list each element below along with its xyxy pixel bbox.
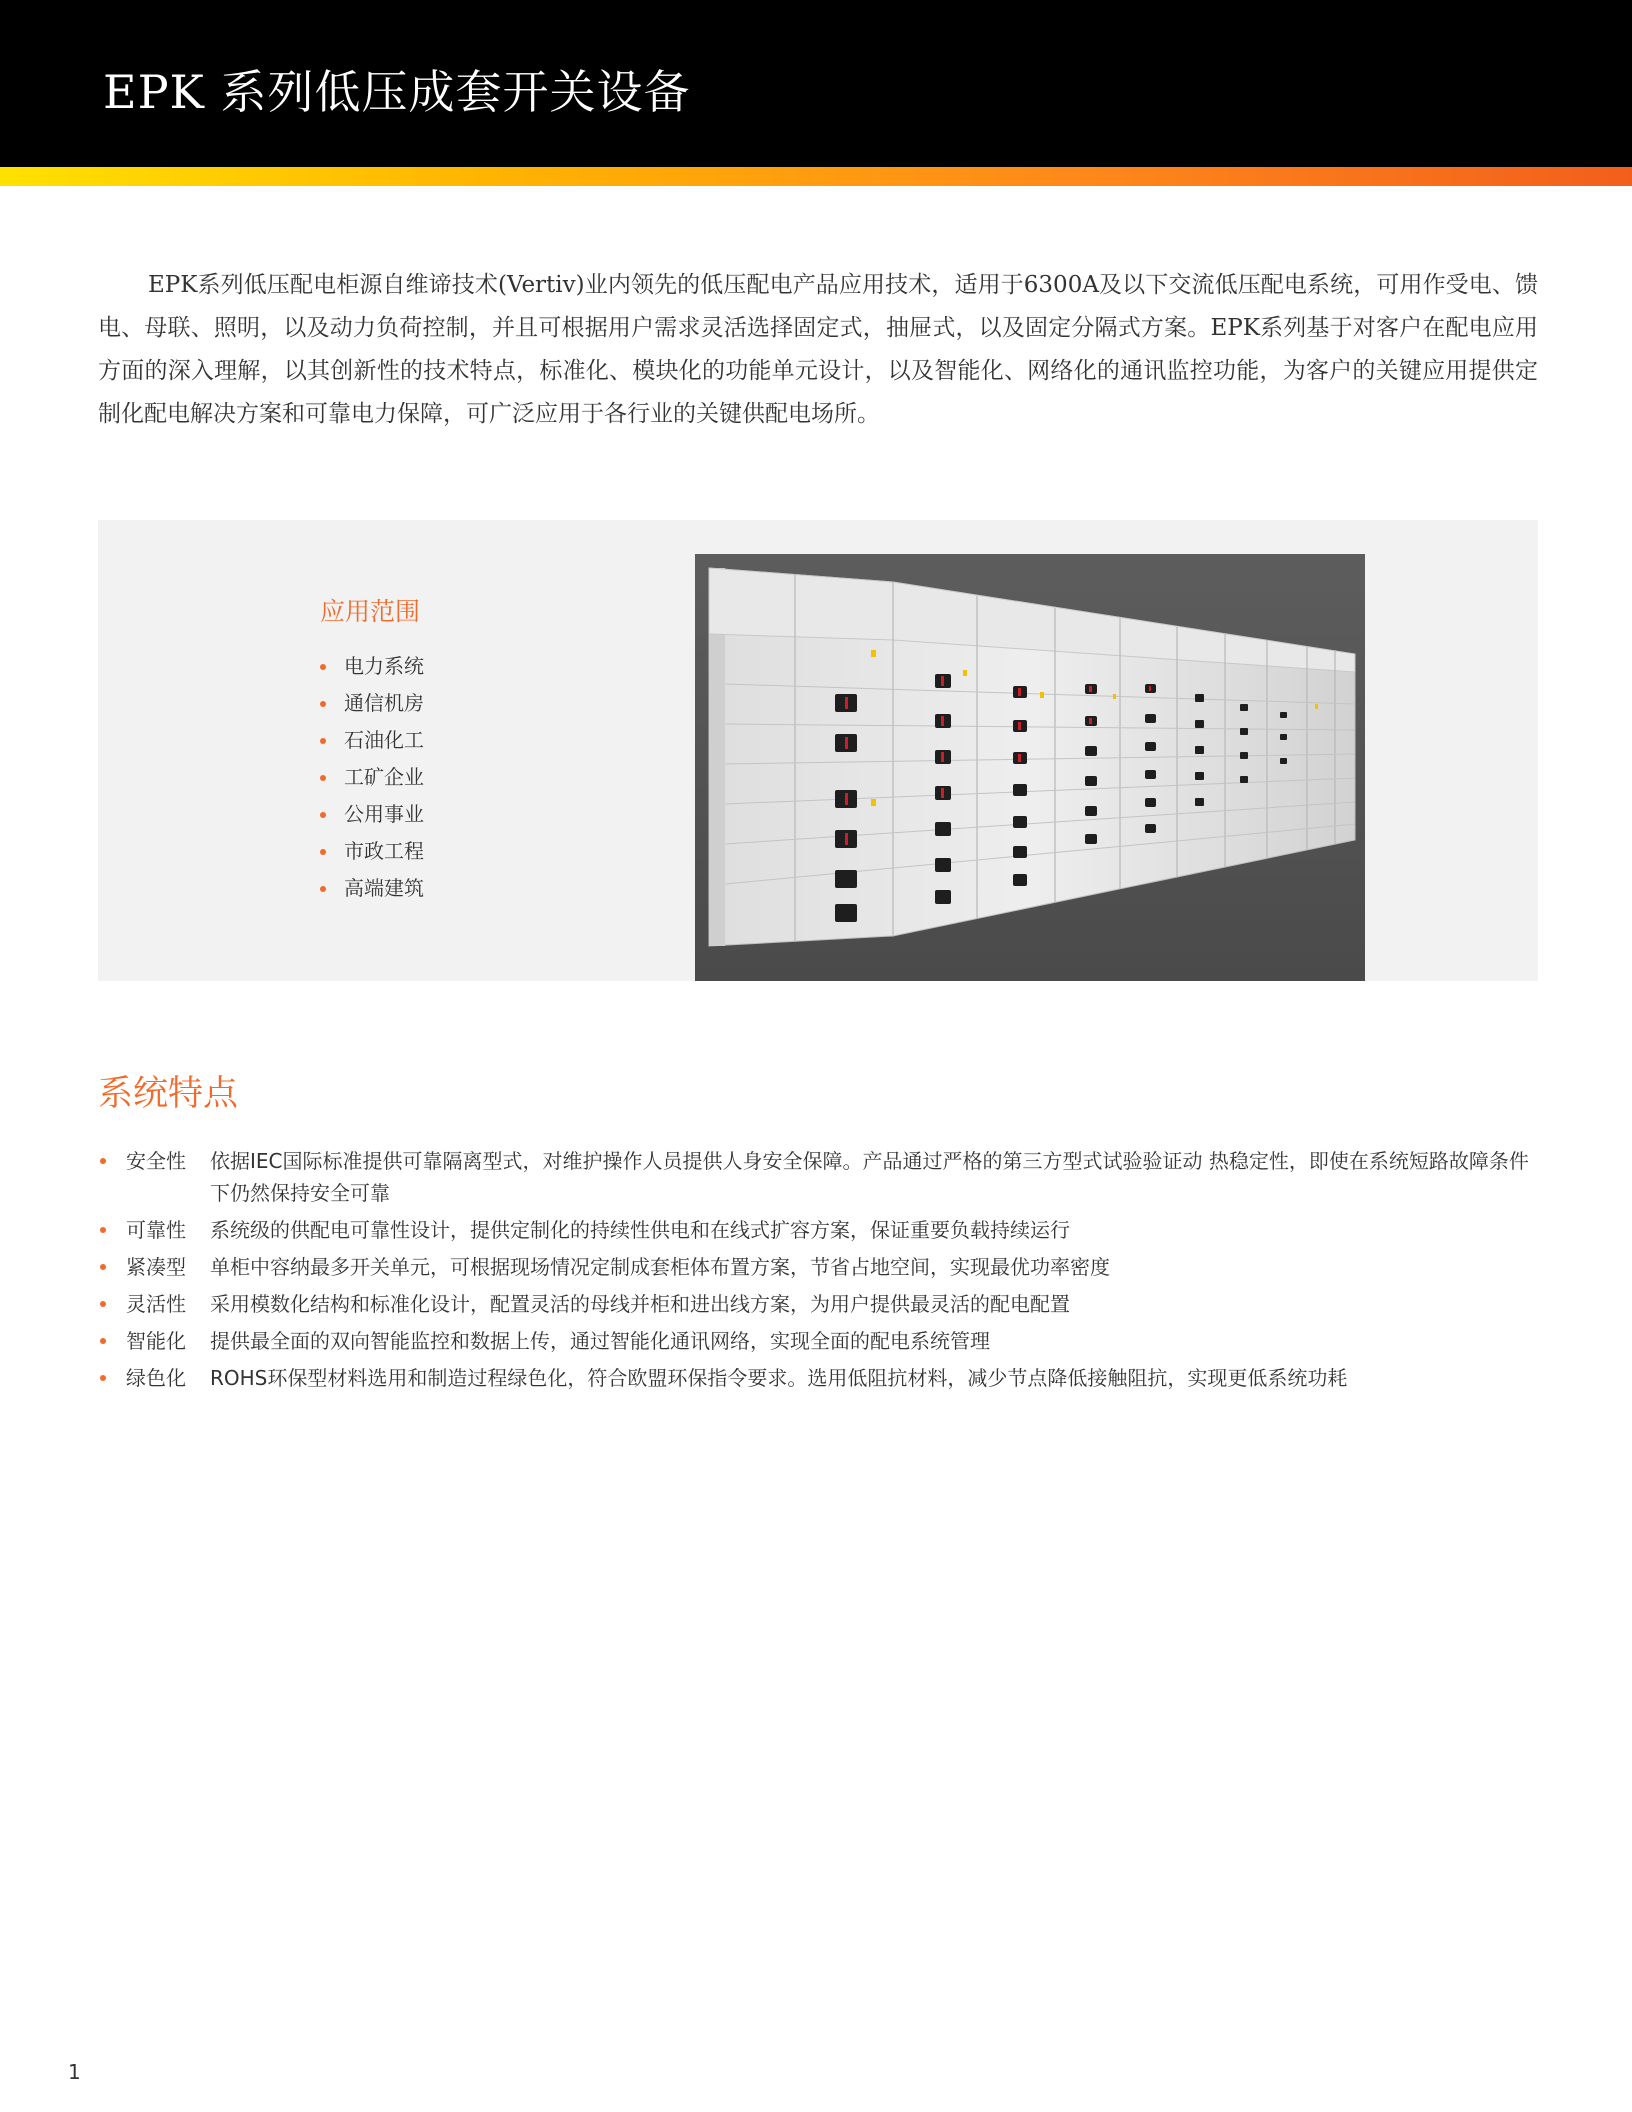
application-item: 公用事业 — [320, 796, 424, 833]
feature-item — [98, 1362, 1538, 1394]
bullet-icon — [320, 701, 326, 707]
application-list — [320, 648, 424, 907]
bullet-icon — [100, 1338, 106, 1344]
application-item: 工矿企业 — [320, 759, 424, 796]
application-item: 电力系统 — [320, 648, 424, 685]
feature-item — [98, 1288, 1538, 1320]
feature-desc: 提供最全面的双向智能监控和数据上传，通过智能化通讯网络，实现全面的配电系统管理 — [210, 1329, 990, 1353]
application-item: 高端建筑 — [320, 870, 424, 907]
bullet-icon — [320, 886, 326, 892]
application-panel — [98, 520, 1538, 981]
bullet-icon — [100, 1301, 106, 1307]
bullet-icon — [320, 849, 326, 855]
feature-term: 安全性 — [126, 1149, 186, 1173]
bullet-icon — [320, 775, 326, 781]
feature-desc: ROHS环保型材料选用和制造过程绿色化，符合欧盟环保指令要求。选用低阻抗材料，减少节点降低接触阻抗，实现更低系统功耗 — [210, 1366, 1348, 1390]
bullet-icon — [100, 1158, 106, 1164]
feature-item — [98, 1325, 1538, 1357]
bullet-icon — [100, 1264, 106, 1270]
application-heading: 应用范围 — [320, 597, 421, 626]
bullet-icon — [320, 738, 326, 744]
features-heading: 系统特点 — [98, 1074, 239, 1114]
feature-term: 紧凑型 — [126, 1255, 186, 1279]
feature-term: 可靠性 — [126, 1218, 186, 1242]
page-header — [0, 0, 1632, 167]
application-item: 通信机房 — [320, 685, 424, 722]
switchgear-photo — [695, 554, 1365, 981]
feature-item — [98, 1251, 1538, 1283]
bullet-icon — [100, 1227, 106, 1233]
feature-desc: 单柜中容纳最多开关单元，可根据现场情况定制成套柜体布置方案，节省占地空间，实现最优功率密度 — [210, 1255, 1110, 1279]
page-number: 1 — [68, 2060, 81, 2084]
application-item: 石油化工 — [320, 722, 424, 759]
switchgear-illustration — [695, 554, 1365, 981]
feature-desc: 系统级的供配电可靠性设计，提供定制化的持续性供电和在线式扩容方案，保证重要负载持续运行 — [210, 1218, 1070, 1242]
bullet-icon — [320, 664, 326, 670]
bullet-icon — [100, 1375, 106, 1381]
application-item: 市政工程 — [320, 833, 424, 870]
feature-desc: 采用模数化结构和标准化设计，配置灵活的母线并柜和进出线方案，为用户提供最灵活的配电配置 — [210, 1292, 1070, 1316]
feature-item — [98, 1145, 1538, 1209]
bullet-icon — [320, 812, 326, 818]
feature-desc: 依据IEC国际标准提供可靠隔离型式，对维护操作人员提供人身安全保障。产品通过严格的第三方型式试验验证动 热稳定性，即使在系统短路故障条件下仍然保持安全可靠 — [210, 1149, 1529, 1205]
feature-term: 绿色化 — [126, 1366, 186, 1390]
feature-term: 灵活性 — [126, 1292, 186, 1316]
intro-paragraph: EPK系列低压配电柜源自维谛技术(Vertiv)业内领先的低压配电产品应用技术，适用于6300A及以下交流低压配电系统，可用作受电、馈电、母联、照明，以及动力负荷控制，并且可根据用户需求灵活选择固定式，抽屉式，以及固定分隔式方案。EPK系列基于对客户在配电应用方面的深入理解，以其创新性的技术特点，标准化、模块化的功能单元设计，以及智能化、网络化的通讯监控功能，为客户的关键应用提供定制化配电解决方案和可靠电力保障，可广泛应用于各行业的关键供配电场所。 — [98, 272, 1538, 427]
header-gradient-bar — [0, 167, 1632, 186]
feature-item — [98, 1214, 1538, 1246]
page-title: EPK 系列低压成套开关设备 — [103, 65, 691, 119]
features-list — [98, 1145, 1538, 1399]
feature-term: 智能化 — [126, 1329, 186, 1353]
